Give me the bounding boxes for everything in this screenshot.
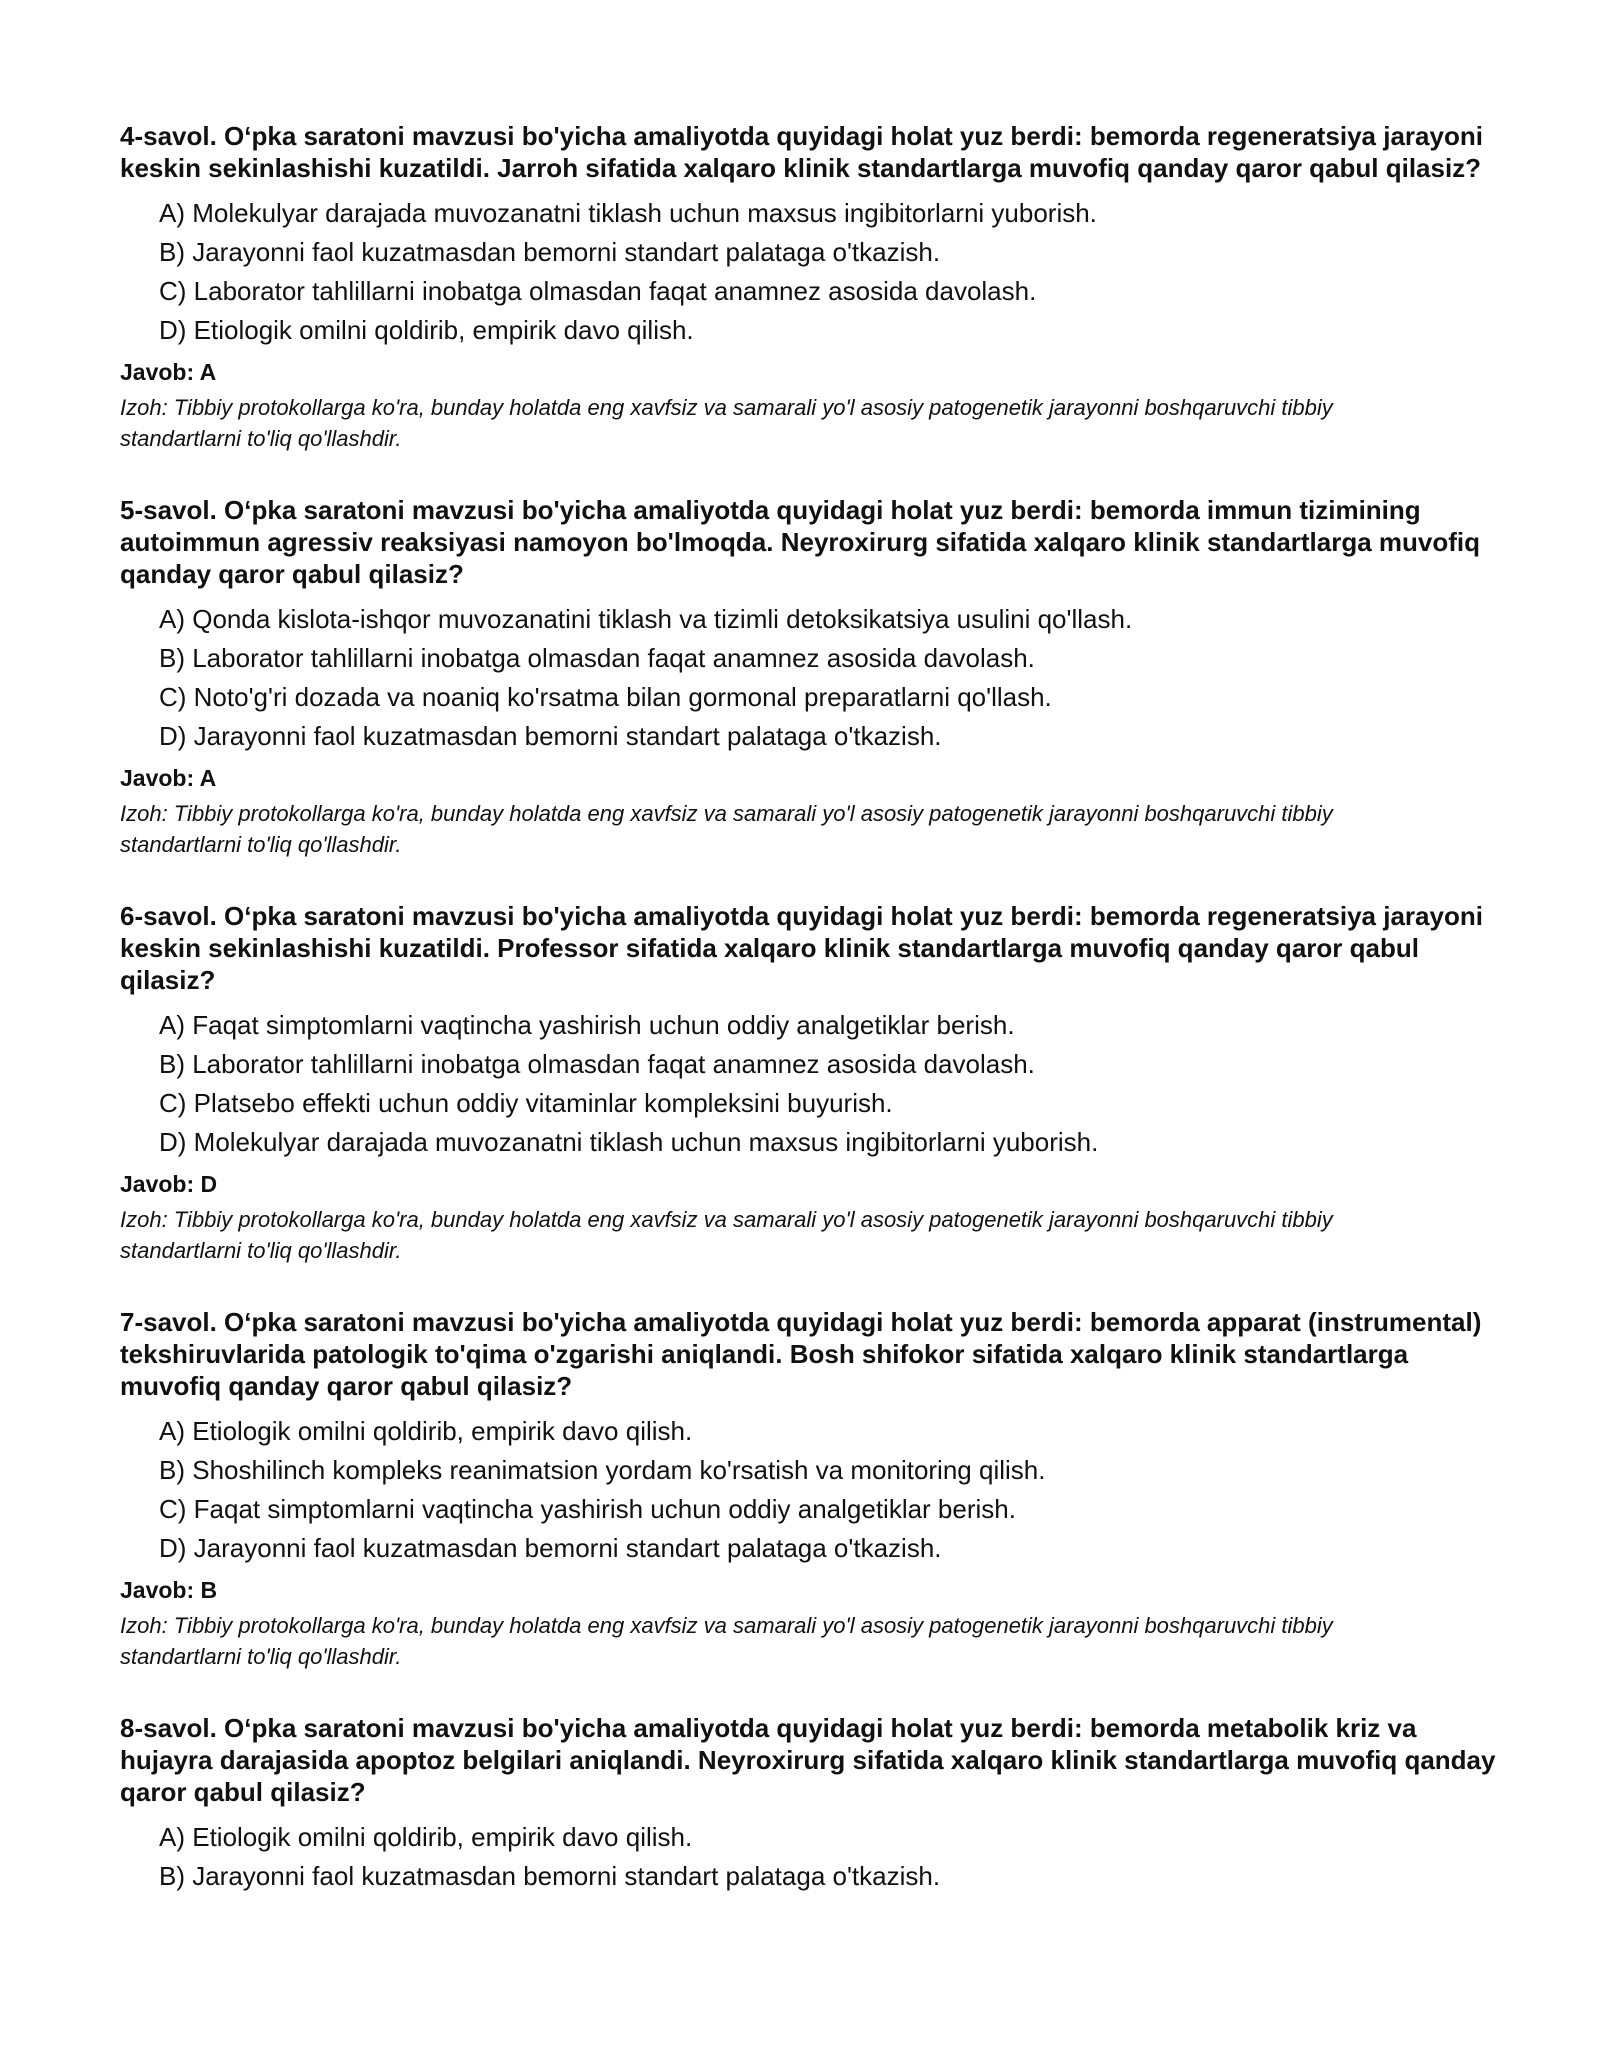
option-b: B) Jarayonni faol kuzatmasdan bemorni standart palataga o'tkazish. xyxy=(159,1861,941,1891)
option-a: A) Etiologik omilni qoldirib, empirik davo qilish. xyxy=(159,1416,693,1446)
question-title: 4-savol. O‘pka saratoni mavzusi bo'yicha amaliyotda quyidagi holat yuz berdi: bemorda regeneratsiya jarayoni keskin sekinlashishi kuzatildi. Jarroh sifatida xalqaro klinik standartlarga muvofiq qanday qaror qabul qilasiz? xyxy=(120,121,1483,183)
option-c: C) Laborator tahlillarni inobatga olmasdan faqat anamnez asosida davolash. xyxy=(159,276,1037,306)
options-list xyxy=(120,1412,1500,1568)
option-a: A) Etiologik omilni qoldirib, empirik davo qilish. xyxy=(159,1822,693,1852)
option-b: B) Laborator tahlillarni inobatga olmasdan faqat anamnez asosida davolash. xyxy=(159,1049,1035,1079)
answer-label: Javob: B xyxy=(120,1577,218,1603)
option-a: A) Faqat simptomlarni vaqtincha yashirish uchun oddiy analgetiklar berish. xyxy=(159,1010,1015,1040)
question-title: 5-savol. O‘pka saratoni mavzusi bo'yicha amaliyotda quyidagi holat yuz berdi: bemorda immun tizimining autoimmun agressiv reaksiyasi namoyon bo'lmoqda. Neyroxirurg sifatida xalqaro klinik standartlarga muvofiq qanday qaror qabul qilasiz? xyxy=(120,495,1481,589)
options-list xyxy=(120,1818,1500,1896)
question-block xyxy=(120,120,1500,454)
question-block xyxy=(120,1712,1500,1896)
document-page xyxy=(120,120,1500,1936)
options-list xyxy=(120,194,1500,350)
option-d: D) Jarayonni faol kuzatmasdan bemorni standart palataga o'tkazish. xyxy=(159,1533,942,1563)
options-list xyxy=(120,600,1500,756)
question-title: 7-savol. O‘pka saratoni mavzusi bo'yicha amaliyotda quyidagi holat yuz berdi: bemorda apparat (instrumental) tekshiruvlarida patologik to'qima o'zgarishi aniqlandi. Bosh shifokor sifatida xalqaro klinik standartlarga muvofiq qanday qaror qabul qilasiz? xyxy=(120,1307,1482,1401)
option-d: D) Jarayonni faol kuzatmasdan bemorni standart palataga o'tkazish. xyxy=(159,721,942,751)
explanation-note: Izoh: Tibbiy protokollarga ko'ra, bunday holatda eng xavfsiz va samarali yo'l asosiy patogenetik jarayonni boshqaruvchi tibbiy standartlarni to'liq qo'llashdir. xyxy=(120,801,1333,857)
options-list xyxy=(120,1006,1500,1162)
option-b: B) Shoshilinch kompleks reanimatsion yordam ko'rsatish va monitoring qilish. xyxy=(159,1455,1046,1485)
question-block xyxy=(120,494,1500,860)
option-a: A) Molekulyar darajada muvozanatni tiklash uchun maxsus ingibitorlarni yuborish. xyxy=(159,198,1097,228)
explanation-note: Izoh: Tibbiy protokollarga ko'ra, bunday holatda eng xavfsiz va samarali yo'l asosiy patogenetik jarayonni boshqaruvchi tibbiy standartlarni to'liq qo'llashdir. xyxy=(120,395,1333,451)
option-a: A) Qonda kislota-ishqor muvozanatini tiklash va tizimli detoksikatsiya usulini qo'llash. xyxy=(159,604,1133,634)
explanation-note: Izoh: Tibbiy protokollarga ko'ra, bunday holatda eng xavfsiz va samarali yo'l asosiy patogenetik jarayonni boshqaruvchi tibbiy standartlarni to'liq qo'llashdir. xyxy=(120,1613,1333,1669)
option-b: B) Laborator tahlillarni inobatga olmasdan faqat anamnez asosida davolash. xyxy=(159,643,1035,673)
answer-label: Javob: A xyxy=(120,765,217,791)
option-d: D) Molekulyar darajada muvozanatni tiklash uchun maxsus ingibitorlarni yuborish. xyxy=(159,1127,1099,1157)
question-block xyxy=(120,900,1500,1266)
option-d: D) Etiologik omilni qoldirib, empirik davo qilish. xyxy=(159,315,694,345)
option-c: C) Faqat simptomlarni vaqtincha yashirish uchun oddiy analgetiklar berish. xyxy=(159,1494,1016,1524)
option-c: C) Noto'g'ri dozada va noaniq ko'rsatma bilan gormonal preparatlarni qo'llash. xyxy=(159,682,1052,712)
question-block xyxy=(120,1306,1500,1672)
answer-label: Javob: D xyxy=(120,1171,218,1197)
question-title: 6-savol. O‘pka saratoni mavzusi bo'yicha amaliyotda quyidagi holat yuz berdi: bemorda regeneratsiya jarayoni keskin sekinlashishi kuzatildi. Professor sifatida xalqaro klinik standartlarga muvofiq qanday qaror qabul qilasiz? xyxy=(120,901,1483,995)
option-c: C) Platsebo effekti uchun oddiy vitaminlar kompleksini buyurish. xyxy=(159,1088,893,1118)
option-b: B) Jarayonni faol kuzatmasdan bemorni standart palataga o'tkazish. xyxy=(159,237,941,267)
answer-label: Javob: A xyxy=(120,359,217,385)
question-title: 8-savol. O‘pka saratoni mavzusi bo'yicha amaliyotda quyidagi holat yuz berdi: bemorda metabolik kriz va hujayra darajasida apoptoz belgilari aniqlandi. Neyroxirurg sifatida xalqaro klinik standartlarga muvofiq qanday qaror qabul qilasiz? xyxy=(120,1713,1496,1807)
explanation-note: Izoh: Tibbiy protokollarga ko'ra, bunday holatda eng xavfsiz va samarali yo'l asosiy patogenetik jarayonni boshqaruvchi tibbiy standartlarni to'liq qo'llashdir. xyxy=(120,1207,1333,1263)
